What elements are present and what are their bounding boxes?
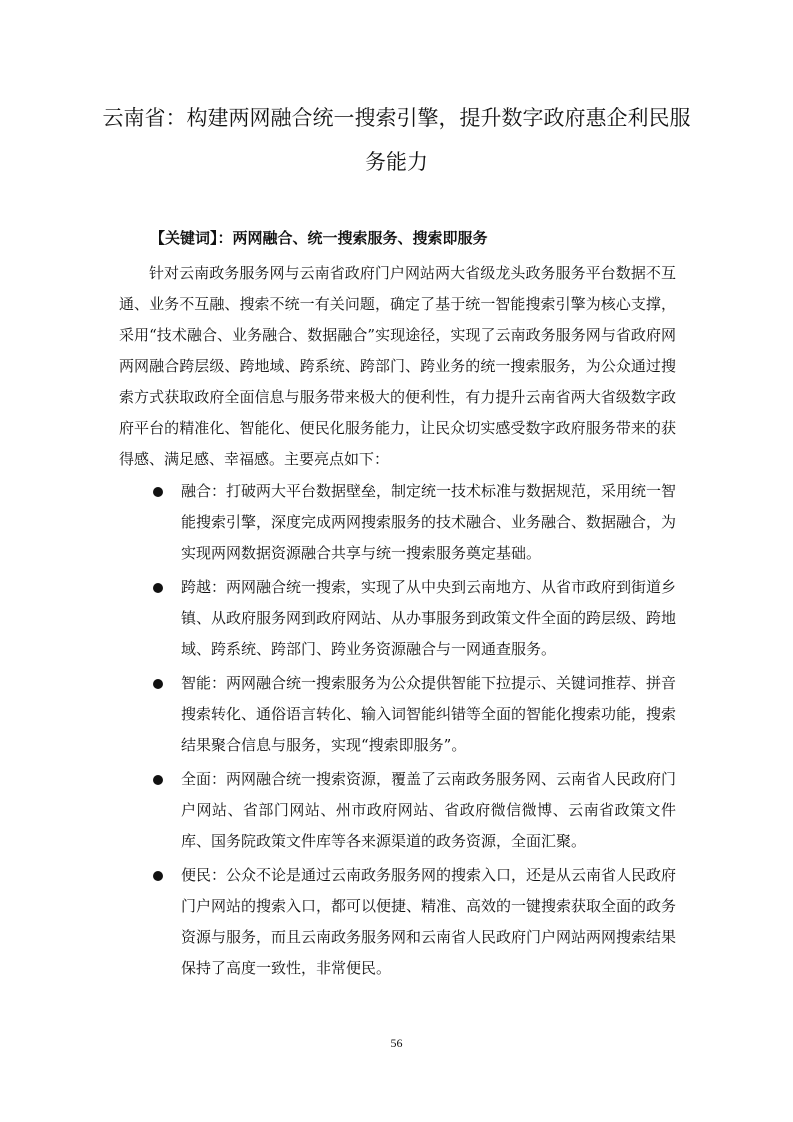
highlight-text: 融合：打破两大平台数据壁垒，制定统一技术标准与数据规范，采用统一智能搜索引擎，深度完成两网搜索服务的技术融合、业务融合、数据融合，为实现两网数据资源融合共享与统一搜索服务奠定基础。 — [181, 482, 677, 562]
highlight-item-convenience — [119, 860, 676, 984]
highlight-text: 智能：两网融合统一搜索服务为公众提供智能下拉提示、关键词推荐、拼音搜索转化、通俗语言转化、输入词智能纠错等全面的智能化搜索功能，搜索结果聚合信息与服务，实现“搜索即服务”。 — [181, 674, 677, 754]
highlight-item-intelligent — [119, 668, 676, 761]
bullet-dot-icon — [153, 487, 163, 497]
bullet-dot-icon — [153, 871, 163, 881]
highlight-item-comprehensive — [119, 764, 676, 857]
highlight-text: 全面：两网融合统一搜索资源，覆盖了云南政务服务网、云南省人民政府门户网站、省部门网站、州市政府网站、省政府微信微博、云南省政策文件库、国务院政策文件库等各来源渠道的政务资源，全面汇聚。 — [181, 770, 677, 850]
bullet-dot-icon — [153, 583, 163, 593]
page-title: 云南省：构建两网融合统一搜索引擎，提升数字政府惠企利民服务能力 — [102, 106, 691, 174]
highlight-item-crossing — [119, 572, 676, 665]
intro-paragraph: 针对云南政务服务网与云南省政府门户网站两大省级龙头政务服务平台数据不互通、业务不互融、搜索不统一有关问题，确定了基于统一智能搜索引擎为核心支撑，采用“技术融合、业务融合、数据融合”实现途径，实现了云南政务服务网与省政府网两网融合跨层级、跨地域、跨系统、跨部门、跨业务的统一搜索服务，为公众通过搜索方式获取政府全面信息与服务带来极大的便利性，有力提升云南省两大省级数字政府平台的精准化、智能化、便民化服务能力，让民众切实感受数字政府服务带来的获得感、满足感、幸福感。主要亮点如下： — [119, 264, 676, 468]
bullet-dot-icon — [153, 775, 163, 785]
highlight-item-fusion — [119, 476, 676, 569]
highlight-text: 跨越：两网融合统一搜索，实现了从中央到云南地方、从省市政府到街道乡镇、从政府服务网到政府网站、从办事服务到政策文件全面的跨层级、跨地域、跨系统、跨部门、跨业务资源融合与一网通查服务。 — [181, 578, 677, 658]
highlight-text: 便民：公众不论是通过云南政务服务网的搜索入口，还是从云南省人民政府门户网站的搜索入口，都可以便捷、精准、高效的一键搜索获取全面的政务资源与服务，而且云南政务服务网和云南省人民政府门户网站两网搜索结果保持了高度一致性，非常便民。 — [181, 866, 677, 977]
page-number: 56 — [390, 1036, 403, 1050]
highlights-list — [119, 476, 676, 987]
bullet-dot-icon — [153, 679, 163, 689]
keywords-line: 【关键词】：两网融合、统一搜索服务、搜索即服务 — [150, 229, 488, 247]
